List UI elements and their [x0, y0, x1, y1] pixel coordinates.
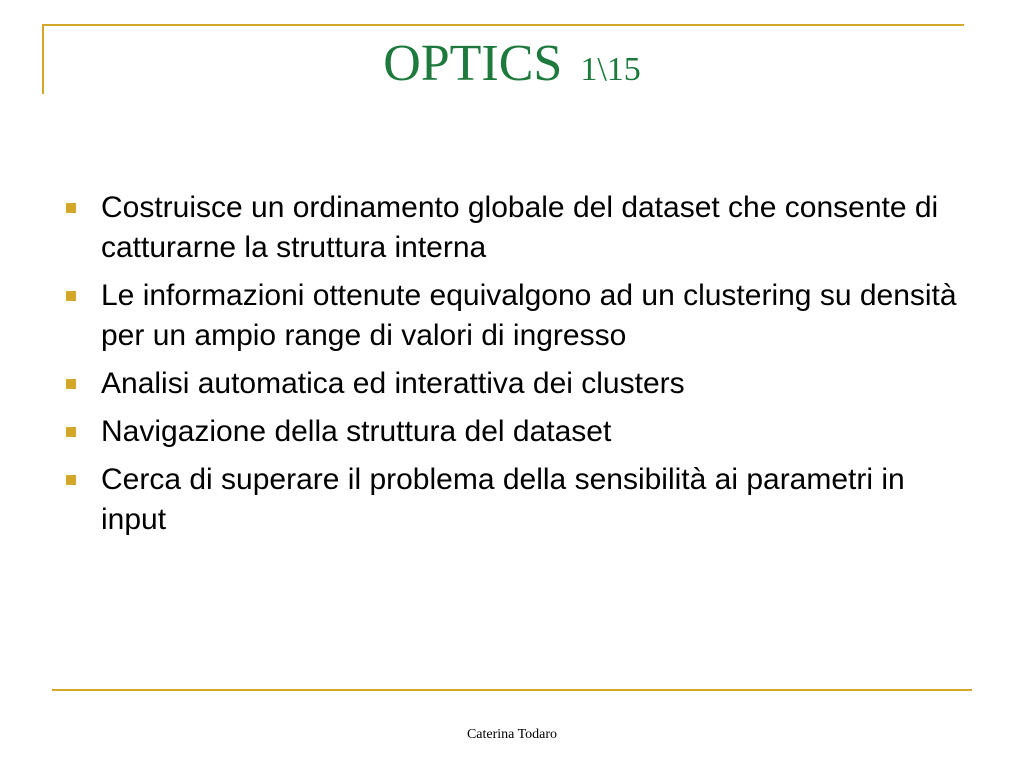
bullet-text: Costruisce un ordinamento globale del dataset che consente di catturarne la struttura interna [101, 191, 939, 264]
bullet-item [64, 460, 964, 540]
bullet-text: Cerca di superare il problema della sensibilità ai parametri in input [101, 463, 905, 536]
footer-author: Caterina Todaro [466, 727, 558, 742]
square-bullet-icon [66, 291, 76, 301]
bullet-text: Navigazione della struttura del dataset [101, 415, 612, 448]
bullet-item [64, 364, 964, 404]
square-bullet-icon [66, 379, 76, 389]
bullet-item [64, 188, 964, 268]
slide-title-text: OPTICS [383, 35, 563, 92]
square-bullet-icon [66, 427, 76, 437]
bullet-text: Le informazioni ottenute equivalgono ad un clustering su densità per un ampio range di valori di ingresso [101, 279, 957, 352]
slide-number: 1\15 [580, 51, 641, 88]
footer-divider [52, 689, 972, 691]
bullet-text: Analisi automatica ed interattiva dei clusters [101, 367, 685, 400]
square-bullet-icon [66, 203, 76, 213]
top-frame-line [42, 24, 964, 26]
bullet-item [64, 276, 964, 356]
bullet-item [64, 412, 964, 452]
bullet-list [64, 188, 964, 548]
square-bullet-icon [66, 475, 76, 485]
slide-title [0, 35, 1024, 92]
